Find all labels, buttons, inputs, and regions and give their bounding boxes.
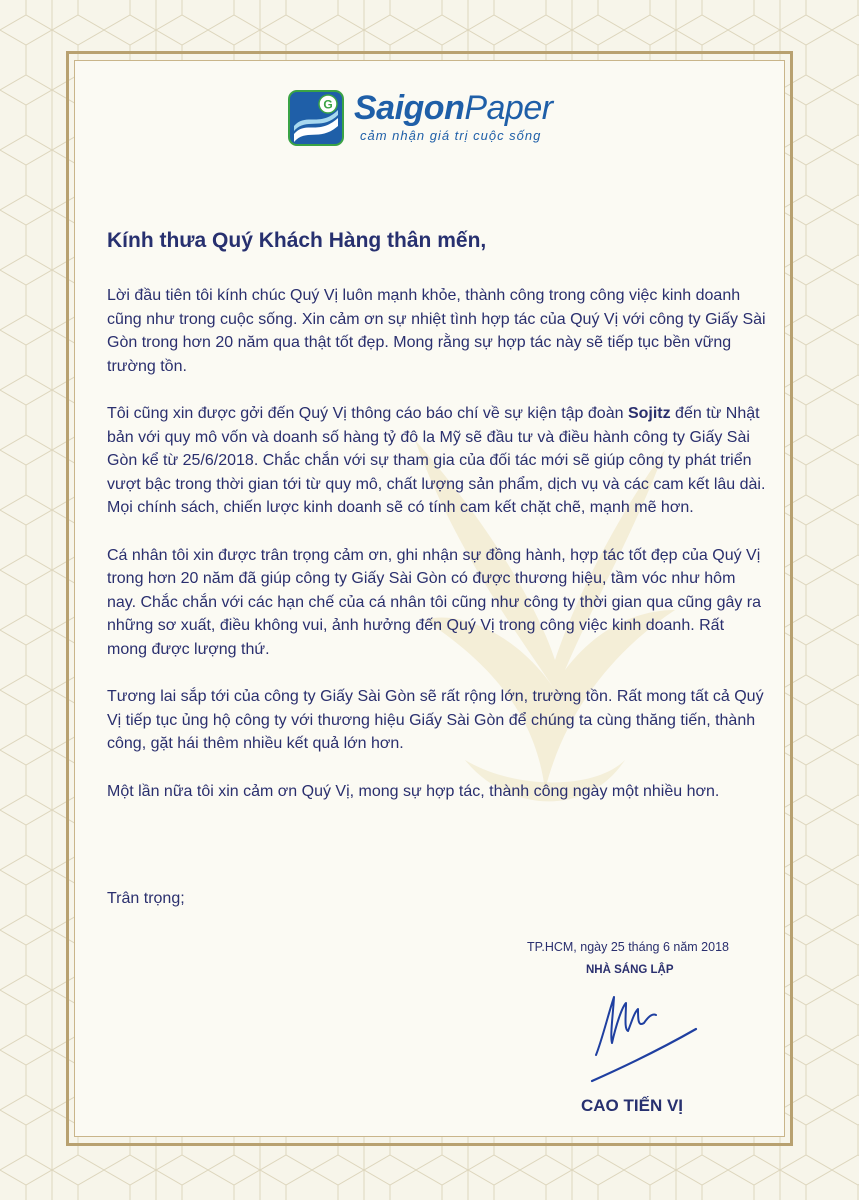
logo-mark-letter: G: [323, 97, 333, 112]
place-date: TP.HCM, ngày 25 tháng 6 năm 2018: [527, 940, 729, 954]
paragraph-4: Tương lai sắp tới của công ty Giấy Sài Gòn sẽ rất rộng lớn, trường tồn. Rất mong tất cả Quý Vị tiếp tục ủng hộ công ty với thương hiệu Giấy Sài Gòn để chúng ta cùng thăng tiến, thành công, gặt hái thêm nhiều kết quả lớn hơn.: [107, 688, 764, 752]
letter-greeting: Kính thưa Quý Khách Hàng thân mến,: [107, 229, 487, 252]
paragraph-2-end: đến từ Nhật bản với quy mô vốn và doanh số hàng tỷ đô la Mỹ sẽ đầu tư và điều hành công ty Giấy Sài Gòn kể từ 25/6/2018. Chắc chắn với sự tham gia của đối tác mới sẽ giúp công ty phát triển vượt bậc trong thời gian tới từ quy mô, chất lượng sản phẩm, dịch vụ và các cam kết lâu dài. Mọi chính sách, chiến lược kinh doanh sẽ có tính cam kết chặt chẽ, mạnh mẽ hơn.: [107, 405, 766, 516]
paragraph-3: Cá nhân tôi xin được trân trọng cảm ơn, ghi nhận sự đồng hành, hợp tác tốt đẹp của Quý Vị trong hơn 20 năm đã giúp công ty Giấy Sài Gòn có được thương hiệu, tầm vóc như hôm nay. Chắc chắn với các hạn chế của cá nhân tôi cũng như công ty thời gian qua cũng gây ra những sơ xuất, điều không vui, ảnh hưởng đến Quý Vị trong công việc kinh doanh. Rất mong được lượng thứ.: [107, 546, 762, 658]
saigonpaper-logo-icon: [288, 90, 344, 146]
brand-tagline: cảm nhận giá trị cuộc sống: [360, 128, 542, 143]
brand-name: [354, 88, 553, 128]
paragraph-2: [107, 402, 767, 520]
brand-name-part1: Saigon: [354, 89, 465, 127]
paragraph-5: Một lần nữa tôi xin cảm ơn Quý Vị, mong sự hợp tác, thành công ngày một nhiều hơn.: [107, 782, 720, 800]
founder-title: NHÀ SÁNG LẬP: [586, 964, 674, 976]
company-logo: [288, 88, 588, 150]
closing-phrase: Trân trọng;: [107, 890, 185, 907]
paragraph-1: Lời đầu tiên tôi kính chúc Quý Vị luôn mạnh khỏe, thành công trong công việc kinh doanh cũng như trong cuộc sống. Xin cảm ơn sự nhiệt tình hợp tác của Quý Vị với công ty Giấy Sài Gòn trong hơn 20 năm qua thật tốt đẹp. Mong rằng sự hợp tác này sẽ tiếp tục bền vững trường tồn.: [107, 287, 766, 375]
company-name-sojitz: Sojitz: [627, 405, 671, 422]
letter-body: [107, 284, 767, 827]
brand-name-part2: Paper: [464, 89, 553, 127]
paragraph-2-start: Tôi cũng xin được gởi đến Quý Vị thông cáo báo chí về sự kiện tập đoàn: [107, 405, 628, 422]
signer-name: CAO TIẾN VỊ: [581, 1096, 684, 1115]
handwritten-signature: [588, 985, 708, 1085]
